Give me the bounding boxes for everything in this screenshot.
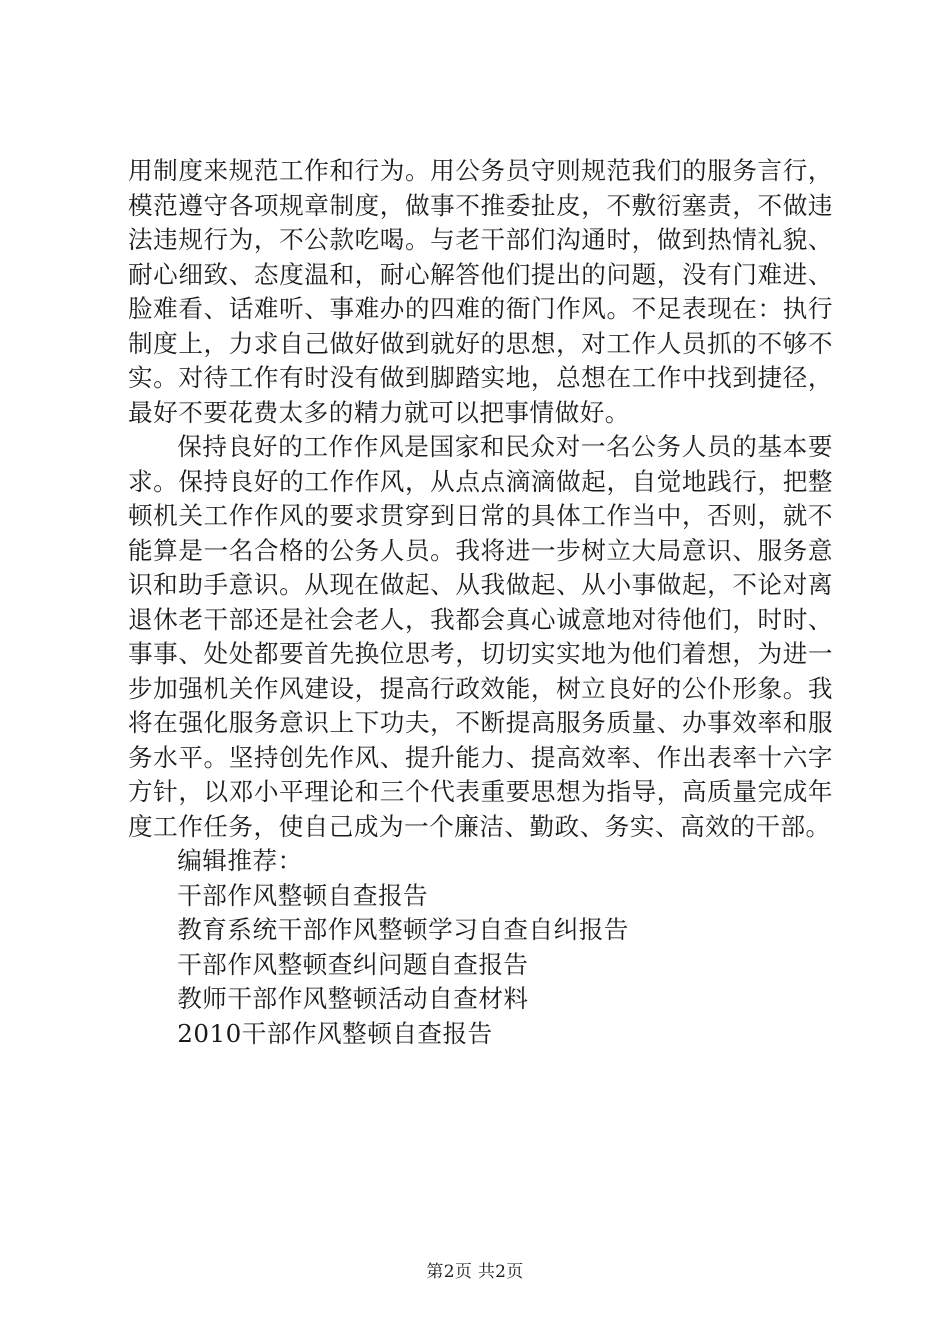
recommend-label: 编辑推荐： <box>177 846 303 875</box>
page-footer: 第2页 共2页 <box>426 1262 524 1282</box>
paragraph-continuation: 用制度来规范工作和行为。用公务员守则规范我们的服务言行，模范遵守各项规章制度，做事不推委扯皮，不敷衍塞责，不做违法违规行为，不公款吃喝。与老干部们沟通时，做到热情礼貌、耐心细致、态度温和，耐心解答他们提出的问题，没有门难进、脸难看、话难听、事难办的四难的衙门作风。不足表现在：执行制度上，力求自己做好做到就好的思想，对工作人员抓的不够不实。对待工作有时没有做到脚踏实地，总想在工作中找到捷径，最好不要花费太多的精力就可以把事情做好。 <box>128 156 833 427</box>
document-body <box>128 154 833 1051</box>
recommendation-link-4[interactable]: 教师干部作风整顿活动自查材料 <box>177 984 529 1013</box>
recommendation-link-5[interactable]: 2010干部作风整顿自查报告 <box>177 1018 493 1048</box>
recommendation-link-1[interactable]: 干部作风整顿自查报告 <box>177 880 429 910</box>
recommendation-link-2[interactable]: 教育系统干部作风整顿学习自查自纠报告 <box>177 915 629 944</box>
recommendation-link-3[interactable]: 干部作风整顿查纠问题自查报告 <box>177 949 529 979</box>
recommendations-section <box>128 844 833 1051</box>
paragraph-work-style: 保持良好的工作作风是国家和民众对一名公务人员的基本要求。保持良好的工作作风，从点点滴滴做起，自觉地践行，把整顿机关工作作风的要求贯穿到日常的具体工作当中，否则，就不能算是一名合格的公务人员。我将进一步树立大局意识、服务意识和助手意识。从现在做起、从我做起、从小事做起，不论对离退休老干部还是社会老人，我都会真心诚意地对待他们，时时、事事、处处都要首先换位思考，切切实实地为他们着想，为进一步加强机关作风建设，提高行政效能，树立良好的公仆形象。我将在强化服务意识上下功夫，不断提高服务质量、办事效率和服务水平。坚持创先作风、提升能力、提高效率、作出表率十六字方针，以邓小平理论和三个代表重要思想为指导，高质量完成年度工作任务，使自己成为一个廉洁、勤政、务实、高效的干部。 <box>128 432 833 841</box>
